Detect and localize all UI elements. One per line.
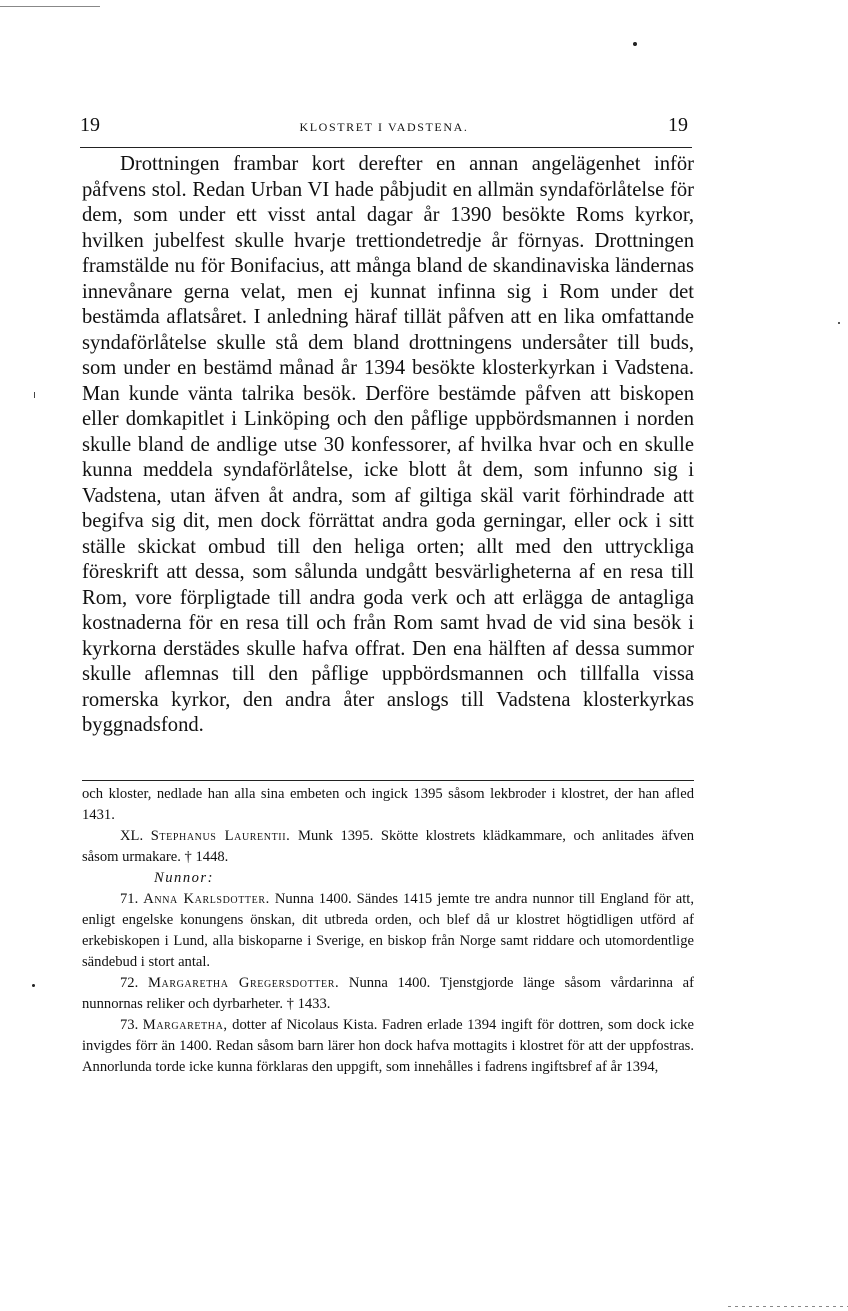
entry-name: Margaretha, xyxy=(142,1017,228,1033)
main-paragraph: Drottningen frambar kort derefter en annan angelägenhet inför påfvens stol. Redan Urban VI hade påbjudit en allmän syndaförlåtelse för dem, som under ett visst antal dagar år 1390 besökte Roms kyrkor, hvilken jubelfest skulle hvarje trettiondetredje år förnyas. Drottningen framstälde nu för Bonifacius, att många bland de skandinaviska ländernas innevånare gerna velat, men ej kunnat infinna sig i Rom under det bestämda aflatsåret. I anledning häraf tillät påfven att en lika omfattande syndaförlåtelse skulle stå dem bland drottningens undersåter till buds, som under en bestämd månad år 1394 besökte klosterkyrkan i Vadstena. Man kunde vänta talrika besök. Derföre bestämde påfven att biskopen eller domkapitlet i Linköping och den påflige uppbördsmannen i norden skulle bland de andlige utse 30 konfessorer, af hvilka hvar och en skulle kunna meddela syndaförlåtelse, icke blott åt dem, som infunno sig i Vadstena, utan äfven åt andra, som af giltiga skäl varit förhindrade att begifva sig dit, men dock förrättat andra goda gerningar, eller ock i sitt ställe skickat ombud till den heliga orten; allt med den uttryckliga föreskrift att dessa, som sålunda undgått besvärligheterna af en resa till Rom, vore förpligtade till andra goda verk och att erlägga de antagliga kostnaderna för en resa till och från Rom samt hvad de vid sina besök i kyrkorna derstädes skulle hafva offrat. Den ena hälften af dessa summor skulle aflemnas till den påflige uppbördsmannen och tillfalla vissa romerska kyrkor, den andra åter anslogs till Vadstena klosterkyrkas byggnadsfond. xyxy=(82,153,694,736)
entry-number: XL. xyxy=(120,828,144,844)
scan-mark xyxy=(34,392,35,398)
running-title: KLOSTRET I VADSTENA. xyxy=(299,120,469,134)
header-rule xyxy=(80,147,692,148)
footnote-entry xyxy=(82,1015,694,1078)
scan-speck xyxy=(32,984,35,987)
page-number-left: 19 xyxy=(80,114,100,136)
footnote-rule xyxy=(82,780,694,781)
footnote-entry xyxy=(82,889,694,973)
page-number-right: 19 xyxy=(668,114,688,136)
scan-speck xyxy=(633,42,637,46)
entry-text: Nunna 1400. Tjenstgjorde länge såsom vårdarinna af nunnornas reliker och dyrbarheter. † 1433. xyxy=(82,975,695,1012)
entry-name: Anna Karlsdotter. xyxy=(143,891,270,907)
scan-edge-noise xyxy=(728,1306,848,1307)
entry-number: 72. xyxy=(120,975,139,991)
entry-text: Munk 1395. Skötte klostrets klädkammare, och anlitades äfven såsom urmakare. † 1448. xyxy=(82,828,694,865)
entry-name: Stephanus Laurentii. xyxy=(150,828,291,844)
footnote-continuation: och kloster, nedlade han alla sina embeten och ingick 1395 såsom lekbroder i klostret, der han afled 1431. xyxy=(82,786,694,823)
entry-number: 73. xyxy=(120,1017,139,1033)
scan-edge-rule xyxy=(0,6,100,7)
footnote-entry xyxy=(82,973,694,1015)
page-header xyxy=(80,114,688,142)
entry-text: dotter af Nicolaus Kista. Fadren erlade 1394 ingift för dottren, som dock icke invigdes förr än 1400. Redan såsom barn lärer hon dock hafva mottagits i klostret för att der uppfostras. Annorlunda torde icke kunna förklaras den uppgift, som innehålles i fadrens ingiftsbref af år 1394, xyxy=(82,1017,694,1075)
entry-name: Margaretha Gregersdotter. xyxy=(147,975,340,991)
scan-speck xyxy=(838,322,840,324)
entry-number: 71. xyxy=(120,891,139,907)
entry-text: Nunna 1400. Sändes 1415 jemte tre andra nunnor till England för att, enligt engelske konungens önskan, dit utbreda orden, och blef då ur klostret högtidligen utförd af erkebiskopen i Lund, alla biskoparne i Sverige, en biskop från Norge samt riddare och utomordentlige sändebud i stort antal. xyxy=(82,891,694,970)
footnote-entry xyxy=(82,826,694,868)
section-heading: Nunnor: xyxy=(154,870,214,886)
footnotes xyxy=(82,784,694,1078)
